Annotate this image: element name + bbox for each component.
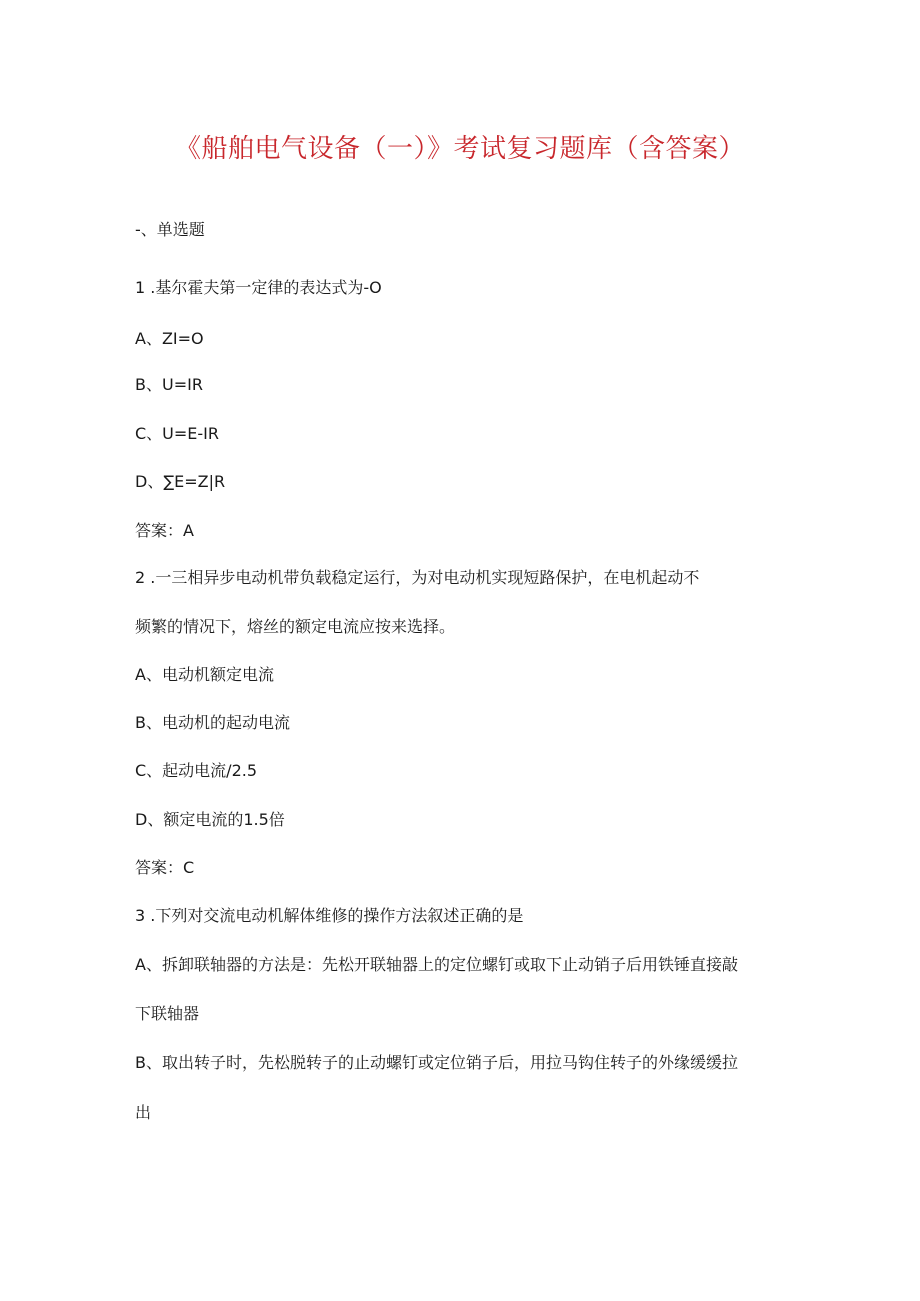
question-3-option-b-line-1: B、取出转子时，先松脱转子的止动螺钉或定位销子后，用拉马钩住转子的外缘缓缓拉 (135, 1053, 738, 1072)
question-2-option-a: A、电动机额定电流 (135, 665, 274, 684)
question-2-option-d: D、额定电流的1.5倍 (135, 810, 285, 829)
question-3-option-b-line-2: 出 (135, 1103, 152, 1122)
question-2-stem-line-2: 频繁的情况下，熔丝的额定电流应按来选择。 (135, 617, 456, 636)
question-3-stem: 3 .下列对交流电动机解体维修的操作方法叙述正确的是 (135, 906, 524, 925)
question-3-option-a-line-2: 下联轴器 (135, 1004, 200, 1023)
document-title: 《船舶电气设备（一）》考试复习题库（含答案） (174, 134, 745, 164)
question-1-option-a: A、ZI=O (135, 329, 204, 348)
question-1-option-c: C、U=E-IR (135, 424, 220, 443)
section-heading: -、单选题 (135, 220, 205, 239)
question-1-answer: 答案：A (135, 521, 194, 540)
question-1-stem: 1 .基尔霍夫第一定律的表达式为-O (135, 278, 382, 297)
question-2-option-c: C、起动电流/2.5 (135, 761, 258, 780)
question-2-option-b: B、电动机的起动电流 (135, 713, 290, 732)
question-3-option-a-line-1: A、拆卸联轴器的方法是：先松开联轴器上的定位螺钉或取下止动销子后用铁锤直接敲 (135, 955, 738, 974)
question-2-stem-line-1: 2 .一三相异步电动机带负载稳定运行，为对电动机实现短路保护，在电机起动不 (135, 568, 700, 587)
question-1-option-b: B、U=IR (135, 375, 203, 394)
question-2-answer: 答案：C (135, 858, 195, 877)
question-1-option-d: D、∑E=Z|R (135, 472, 226, 491)
